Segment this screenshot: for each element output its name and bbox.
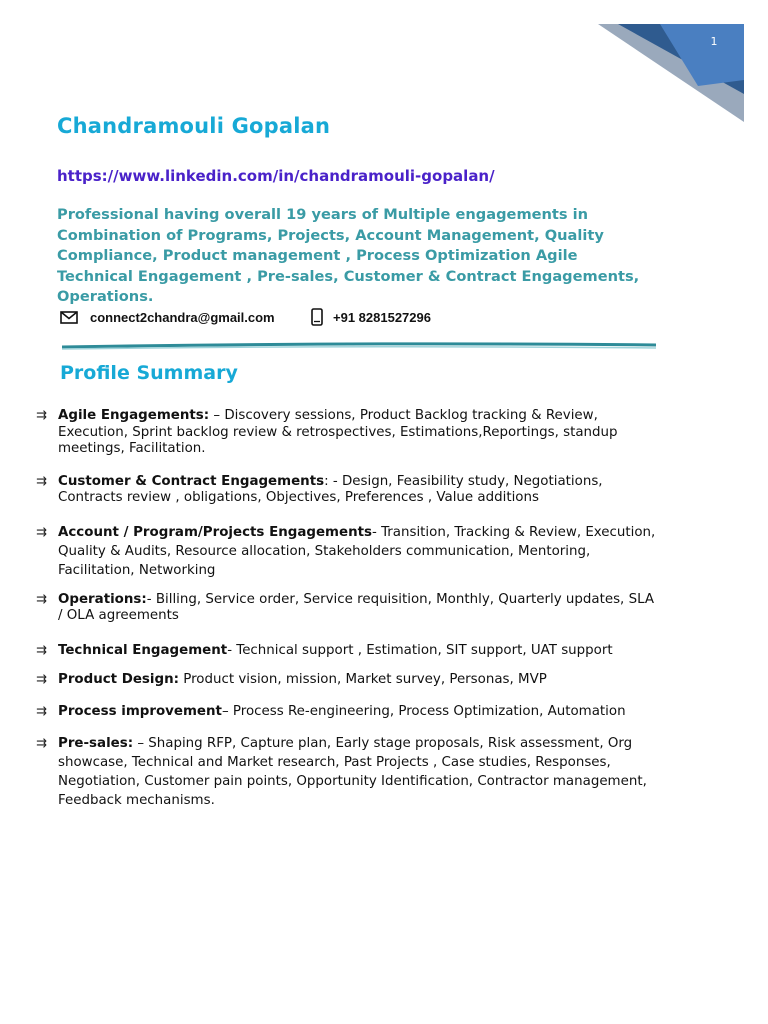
linkedin-link[interactable]: https://www.linkedin.com/in/chandramouli-gopalan/ (57, 167, 495, 185)
summary-item-text: - Transition, Tracking & Review, Execution, Quality & Audits, Resource allocation, Stakeholders communication, Mentoring, Facilitation, Networking (58, 524, 656, 578)
phone-text: +91 8281527296 (333, 309, 431, 325)
email-text: connect2chandra@gmail.com (90, 310, 275, 325)
summary-item-customer-contract (36, 474, 656, 507)
summary-item-text: Product vision, mission, Market survey, Personas, MVP (178, 671, 547, 687)
summary-item-product-design (36, 672, 656, 689)
summary-item-account-program (36, 523, 656, 580)
double-arrow-icon: ⇉ (36, 473, 47, 489)
summary-item-text: - Billing, Service order, Service requisition, Monthly, Quarterly updates, SLA / OLA agreements (58, 591, 654, 623)
double-arrow-icon: ⇉ (36, 408, 47, 423)
summary-item-lead: Operations: (58, 591, 147, 607)
header-divider (62, 341, 656, 351)
summary-item-text: : - Design, Feasibility study, Negotiations, Contracts review , obligations, Objectives, Preferences , Value additions (58, 473, 603, 505)
page-number: 1 (710, 35, 718, 48)
envelope-icon (60, 311, 78, 324)
summary-item-operations (36, 592, 656, 625)
profile-summary-list (36, 408, 656, 810)
double-arrow-icon: ⇉ (36, 704, 47, 719)
summary-item-lead: Account / Program/Projects Engagements (58, 524, 372, 540)
summary-item-text: – Process Re-engineering, Process Optimization, Automation (221, 704, 626, 719)
summary-item-text: – Shaping RFP, Capture plan, Early stage proposals, Risk assessment, Org showcase, Technical and Market research, Past Projects , Case studies, Responses, Negotiation, Customer pain points, Opportunity Identification, Contractor management, Feedback mechanisms. (58, 736, 647, 808)
summary-item-text: - Technical support , Estimation, SIT support, UAT support (227, 642, 613, 658)
summary-item-technical (36, 641, 656, 660)
page-corner-decoration (598, 24, 744, 122)
summary-item-lead: Agile Engagements: (58, 408, 210, 423)
summary-item-agile (36, 408, 656, 458)
candidate-name: Chandramouli Gopalan (57, 114, 331, 138)
phone-contact[interactable] (311, 308, 431, 326)
summary-item-lead: Product Design: (58, 671, 179, 687)
summary-item-lead: Technical Engagement (58, 642, 228, 658)
profile-summary-heading: Profile Summary (60, 362, 238, 384)
mobile-phone-icon (311, 308, 323, 326)
summary-item-lead: Customer & Contract Engagements (58, 473, 325, 489)
intro-paragraph: Professional having overall 19 years of Multiple engagements in Combination of Programs, Projects, Account Management, Quality Compliance, Product management , Process Optimization Agile Technical Engagement , Pre-sales, Customer & Contract Engagements, Operations. (57, 206, 640, 306)
summary-item-process-improvement (36, 703, 656, 721)
double-arrow-icon: ⇉ (36, 591, 47, 607)
double-arrow-icon: ⇉ (36, 736, 47, 751)
double-arrow-icon: ⇉ (36, 524, 47, 540)
double-arrow-icon: ⇉ (36, 642, 47, 658)
double-arrow-icon: ⇉ (36, 671, 47, 687)
summary-item-pre-sales (36, 734, 656, 810)
summary-item-lead: Process improvement (58, 704, 222, 719)
summary-item-text: – Discovery sessions, Product Backlog tracking & Review, Execution, Sprint backlog review & retrospectives, Estimations,Reportings, standup meetings, Facilitation. (58, 408, 618, 456)
email-contact[interactable] (60, 310, 275, 325)
summary-item-lead: Pre-sales: (58, 736, 134, 751)
